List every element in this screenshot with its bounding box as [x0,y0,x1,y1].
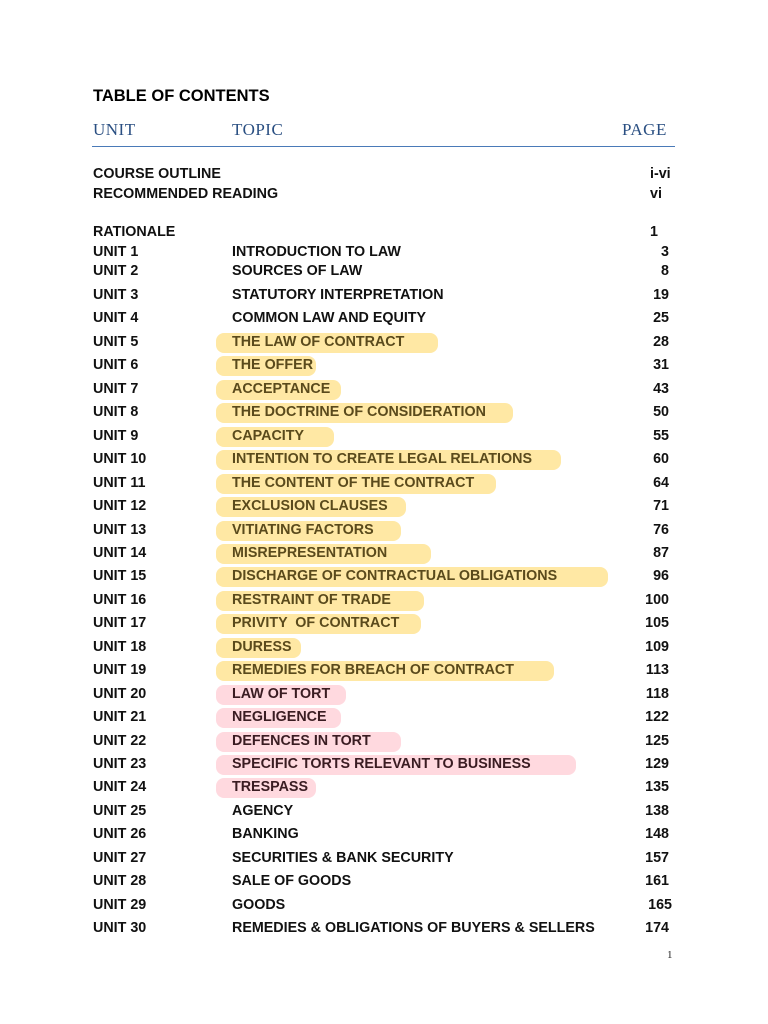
header-page: PAGE [622,120,667,139]
unit-label: UNIT 29 [93,897,147,913]
unit-label: UNIT 4 [93,310,139,326]
topic-label: INTRODUCTION TO LAW [232,244,401,260]
page-ref: 50 [653,404,669,420]
unit-label: UNIT 18 [93,639,147,655]
toc-row [0,543,768,563]
toc-row [0,426,768,446]
page-ref: 31 [653,357,669,373]
unit-label: UNIT 10 [93,451,147,467]
toc-row [0,754,768,774]
toc-row [0,731,768,751]
page-ref: 3 [661,244,669,260]
page-ref: 25 [653,310,669,326]
unit-label: UNIT 23 [93,756,147,772]
topic-label: VITIATING FACTORS [232,522,374,538]
front-matter-row [0,184,768,204]
unit-label: UNIT 16 [93,592,147,608]
topic-label: MISREPRESENTATION [232,545,388,561]
unit-label: UNIT 3 [93,287,139,303]
page-ref: 138 [645,803,669,819]
toc-row [0,261,768,281]
unit-label: UNIT 11 [93,475,146,491]
page-ref: 109 [645,639,669,655]
toc-row [0,684,768,704]
topic-label: DEFENCES IN TORT [232,733,371,749]
toc-row [0,824,768,844]
page-ref: 100 [645,592,669,608]
toc-row [0,520,768,540]
topic-label: SECURITIES & BANK SECURITY [232,850,454,866]
page-ref: 64 [653,475,669,491]
topic-label: RESTRAINT OF TRADE [232,592,391,608]
page-ref: 87 [653,545,669,561]
page-ref: 105 [645,615,669,631]
page-ref: 8 [661,263,669,279]
topic-label: BANKING [232,826,299,842]
front-matter-row [0,222,768,242]
toc-row [0,242,768,262]
unit-label: UNIT 19 [93,662,147,678]
front-matter-page: 1 [650,224,658,240]
page-ref: 19 [653,287,669,303]
toc-row [0,918,768,938]
unit-label: UNIT 15 [93,568,147,584]
unit-label: UNIT 28 [93,873,147,889]
unit-label: UNIT 2 [93,263,139,279]
topic-label: EXCLUSION CLAUSES [232,498,388,514]
page-ref: 161 [645,873,669,889]
topic-label: DISCHARGE OF CONTRACTUAL OBLIGATIONS [232,568,558,584]
topic-label: AGENCY [232,803,294,819]
unit-label: UNIT 6 [93,357,139,373]
toc-row [0,801,768,821]
unit-label: UNIT 7 [93,381,139,397]
page-ref: 71 [653,498,669,514]
toc-row [0,848,768,868]
unit-label: UNIT 12 [93,498,147,514]
toc-row [0,895,768,915]
toc-row [0,379,768,399]
toc-row [0,449,768,469]
topic-label: TRESPASS [232,779,309,795]
page-ref: 129 [645,756,669,772]
topic-label: SOURCES OF LAW [232,263,363,279]
unit-label: UNIT 30 [93,920,147,936]
unit-label: UNIT 9 [93,428,139,444]
toc-row [0,660,768,680]
topic-label: SPECIFIC TORTS RELEVANT TO BUSINESS [232,756,531,772]
topic-label: COMMON LAW AND EQUITY [232,310,427,326]
page-ref: 60 [653,451,669,467]
toc-row [0,707,768,727]
unit-label: UNIT 24 [93,779,147,795]
page-ref: 96 [653,568,669,584]
toc-title: TABLE OF CONTENTS [93,87,270,105]
unit-label: UNIT 8 [93,404,139,420]
unit-label: UNIT 17 [93,615,147,631]
unit-label: UNIT 14 [93,545,147,561]
page-ref: 135 [645,779,669,795]
header-topic: TOPIC [232,120,284,139]
header-unit: UNIT [93,120,136,139]
topic-label: CAPACITY [232,428,305,444]
toc-row [0,590,768,610]
front-matter-label: RATIONALE [93,224,176,240]
topic-label: THE CONTENT OF THE CONTRACT [232,475,475,491]
toc-row [0,402,768,422]
toc-row [0,637,768,657]
toc-row [0,473,768,493]
toc-row [0,871,768,891]
page-ref: 157 [645,850,669,866]
unit-label: UNIT 1 [93,244,139,260]
topic-label: PRIVITY OF CONTRACT [232,615,400,631]
topic-label: ACCEPTANCE [232,381,331,397]
unit-label: UNIT 25 [93,803,147,819]
topic-label: GOODS [232,897,286,913]
page-ref: 118 [645,686,669,702]
unit-label: UNIT 27 [93,850,147,866]
topic-label: LAW OF TORT [232,686,331,702]
unit-label: UNIT 21 [93,709,147,725]
page-ref: 43 [653,381,669,397]
page-number: 1 [667,949,673,961]
unit-label: UNIT 5 [93,334,139,350]
topic-label: REMEDIES FOR BREACH OF CONTRACT [232,662,514,678]
topic-label: REMEDIES & OBLIGATIONS OF BUYERS & SELLERS [232,920,595,936]
toc-row [0,613,768,633]
page-ref: 148 [645,826,669,842]
toc-row [0,777,768,797]
toc-row [0,332,768,352]
page-ref: 165 [648,897,672,913]
page-ref: 113 [645,662,669,678]
toc-row [0,496,768,516]
topic-label: DURESS [232,639,292,655]
topic-label: THE OFFER [232,357,314,373]
page-ref: 125 [645,733,669,749]
unit-label: UNIT 13 [93,522,147,538]
page-ref: 174 [645,920,669,936]
unit-label: UNIT 20 [93,686,147,702]
unit-label: UNIT 26 [93,826,147,842]
front-matter-row [0,164,768,184]
toc-row [0,566,768,586]
front-matter-label: COURSE OUTLINE [93,166,221,182]
topic-label: SALE OF GOODS [232,873,352,889]
front-matter-label: RECOMMENDED READING [93,186,279,202]
page-ref: 28 [653,334,669,350]
toc-row [0,308,768,328]
front-matter-page: vi [650,186,662,202]
topic-label: INTENTION TO CREATE LEGAL RELATIONS [232,451,532,467]
front-matter-page: i-vi [650,166,671,182]
topic-label: THE LAW OF CONTRACT [232,334,405,350]
page-ref: 76 [653,522,669,538]
topic-label: THE DOCTRINE OF CONSIDERATION [232,404,486,420]
topic-label: NEGLIGENCE [232,709,327,725]
page-ref: 122 [645,709,669,725]
topic-label: STATUTORY INTERPRETATION [232,287,444,303]
toc-row [0,285,768,305]
page-ref: 55 [653,428,669,444]
toc-row [0,355,768,375]
header-rule [92,146,675,147]
unit-label: UNIT 22 [93,733,147,749]
